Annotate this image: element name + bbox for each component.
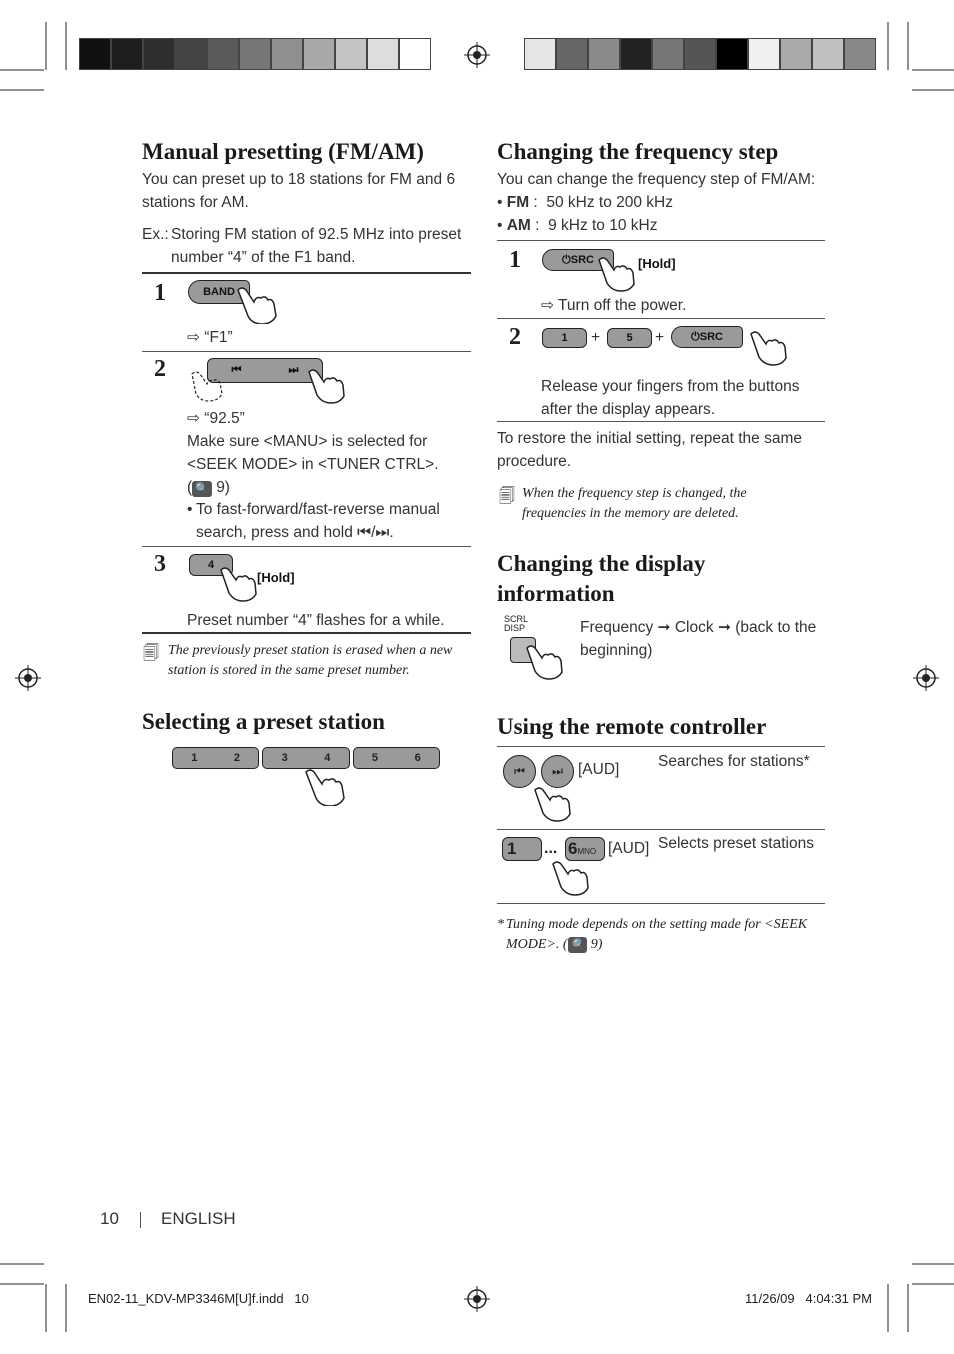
registration-mark-top (464, 42, 490, 68)
magnifier-icon: 🔍 (568, 937, 588, 953)
power-icon: ⏻ (691, 330, 700, 343)
footnote-mark: * (497, 917, 504, 932)
aud-label: [AUD] (578, 761, 620, 778)
hand-press-icon (300, 764, 346, 806)
footer-separator (140, 1212, 141, 1228)
calibration-swatch (652, 38, 684, 70)
calibration-swatch (79, 38, 111, 70)
heading-remote: Using the remote controller (497, 714, 767, 739)
example-text: Storing FM station of 92.5 MHz into preset number “4” of the F1 band. (171, 226, 462, 266)
divider (497, 421, 825, 422)
manual-presetting-intro: You can preset up to 18 stations for FM and 6 stations for AM. (142, 171, 456, 211)
hand-press-icon (232, 282, 278, 324)
step2-result: ⇨ “92.5” (187, 410, 245, 427)
seek-back-icon: ⏮ (357, 524, 372, 541)
calibration-swatch (335, 38, 367, 70)
hold-label: [Hold] (638, 256, 676, 271)
page-number: 10 (100, 1209, 119, 1228)
step1-result: ⇨ Turn off the power. (541, 297, 687, 314)
heading-display-info-2: information (497, 581, 615, 606)
calibration-swatch (812, 38, 844, 70)
preset-button-5[interactable]: 5 (371, 752, 379, 764)
hand-press-icon (548, 856, 592, 898)
calibration-swatch (239, 38, 271, 70)
preset-button-4[interactable]: 4 (324, 752, 331, 764)
note-icon: 🗐 (499, 488, 515, 505)
step-number: 2 (154, 356, 166, 382)
file-name: EN02-11_KDV-MP3346M[U]f.indd 10 (88, 1291, 309, 1306)
calibration-swatch (748, 38, 780, 70)
bullet-dot: • (187, 501, 193, 518)
calibration-swatch (844, 38, 876, 70)
example-label: Ex.: (142, 226, 169, 243)
page-reference: ( 🔍 9) (187, 479, 230, 496)
divider (497, 903, 825, 904)
magnifier-icon: 🔍 (192, 481, 212, 497)
preset-1-button[interactable]: 1 (542, 328, 587, 348)
preset-5-button[interactable]: 5 (607, 328, 652, 348)
fm-step: • FM : 50 kHz to 200 kHz (497, 194, 674, 211)
preset-button-1[interactable]: 1 (191, 752, 198, 764)
registration-mark-right (913, 665, 939, 691)
hold-label: [Hold] (257, 570, 295, 585)
note-icon: 🗐 (143, 645, 159, 662)
am-step: • AM : 9 kHz to 10 kHz (497, 217, 658, 234)
step-number: 2 (509, 324, 521, 350)
calibration-swatch (367, 38, 399, 70)
language-label: ENGLISH (161, 1209, 236, 1228)
divider (142, 546, 471, 547)
preset-button-6[interactable]: 6 (414, 752, 421, 764)
divider (142, 351, 471, 352)
result-arrow-icon: ⇨ (187, 410, 205, 427)
divider (497, 746, 825, 747)
plus-sign: + (655, 329, 665, 346)
calibration-swatch (271, 38, 303, 70)
step2-bullet: To fast-forward/fast-reverse manual search, press and hold ⏮/⏭. (196, 501, 440, 541)
calibration-swatch (716, 38, 748, 70)
calibration-swatch (303, 38, 335, 70)
step3-result: Preset number “4” flashes for a while. (187, 612, 445, 629)
power-icon: ⏻ (562, 253, 571, 266)
registration-mark-bottom (464, 1286, 490, 1312)
preset-pair-1-2[interactable] (172, 747, 259, 769)
divider (497, 829, 825, 830)
src-button: ⏻ SRC (542, 249, 614, 271)
divider (142, 272, 471, 274)
calibration-swatch (780, 38, 812, 70)
hand-press-icon (594, 252, 638, 292)
preset-button-3[interactable]: 3 (281, 752, 288, 764)
hand-press-icon (304, 364, 346, 404)
frequency-intro: You can change the frequency step of FM/AM: (497, 171, 816, 188)
step-number: 1 (154, 280, 166, 306)
heading-selecting-preset: Selecting a preset station (142, 709, 385, 734)
hand-press-icon (746, 326, 790, 368)
aud-label: [AUD] (608, 840, 650, 857)
preset-button-2[interactable]: 2 (233, 752, 241, 764)
seek-forward-icon: ⏭ (552, 764, 563, 778)
heading-display-info-1: Changing the display (497, 551, 706, 576)
footnote-text: Tuning mode depends on the setting made for <SEEK MODE>. ( 🔍 9) (506, 917, 808, 952)
remote-button-1[interactable]: 1 (502, 837, 542, 861)
seek-back-icon: ⏮ (514, 764, 525, 778)
result-arrow-icon: ⇨ (187, 329, 205, 346)
hand-press-icon (216, 562, 258, 602)
hand-press-icon (522, 640, 568, 680)
remote-row2-description: Selects preset stations (658, 835, 814, 852)
step2-instruction: Make sure <MANU> is selected for <SEEK MODE> in <TUNER CTRL>. (187, 433, 439, 473)
divider (142, 632, 471, 634)
remote-button-6: 6MNO (565, 837, 605, 861)
seek-forward-icon: ⏭ (375, 524, 390, 541)
result-arrow-icon: ⇨ (541, 297, 559, 314)
calibration-swatch (588, 38, 620, 70)
print-timestamp: 11/26/09 4:04:31 PM (745, 1291, 872, 1306)
preset-pair-5-6[interactable] (353, 747, 440, 769)
calibration-swatch (111, 38, 143, 70)
step1-result: ⇨ “F1” (187, 329, 233, 346)
restore-text: To restore the initial setting, repeat the same procedure. (497, 430, 802, 470)
heading-frequency-step: Changing the frequency step (497, 139, 779, 164)
step-number: 1 (509, 247, 521, 273)
note-text: When the frequency step is changed, the frequencies in the memory are deleted. (522, 486, 747, 521)
arrow-right-icon: ➞ (717, 619, 731, 636)
src-button: ⏻ SRC (671, 326, 743, 348)
note-text: The previously preset station is erased when a new station is stored in the same preset number. (168, 643, 453, 678)
divider (497, 240, 825, 241)
heading-manual-presetting: Manual presetting (FM/AM) (142, 139, 424, 164)
seek-back-icon[interactable]: ⏮ (231, 364, 242, 376)
calibration-swatch (684, 38, 716, 70)
seek-forward-icon[interactable]: ⏭ (288, 364, 299, 376)
range-dots: ... (544, 840, 558, 857)
calibration-swatch (399, 38, 431, 70)
calibration-swatch (207, 38, 239, 70)
hand-dashed-icon (188, 366, 228, 404)
calibration-swatch (143, 38, 175, 70)
calibration-swatch (175, 38, 207, 70)
hand-press-icon (530, 782, 574, 824)
calibration-swatch (524, 38, 556, 70)
registration-mark-left (15, 665, 41, 691)
display-sequence: Frequency ➞ Clock ➞ (back to the beginning) (580, 619, 817, 659)
arrow-right-icon: ➞ (657, 619, 671, 636)
step-number: 3 (154, 551, 166, 577)
calibration-swatch (556, 38, 588, 70)
preset-4-button[interactable]: 4 (189, 554, 233, 576)
band-button[interactable]: BAND (188, 280, 250, 304)
calibration-swatch (620, 38, 652, 70)
plus-sign: + (591, 329, 601, 346)
step2-instruction: Release your fingers from the buttons after the display appears. (541, 378, 800, 418)
remote-row1-description: Searches for stations* (658, 753, 810, 770)
divider (497, 318, 825, 319)
scrl-disp-label: SCRL DISP (504, 614, 529, 633)
